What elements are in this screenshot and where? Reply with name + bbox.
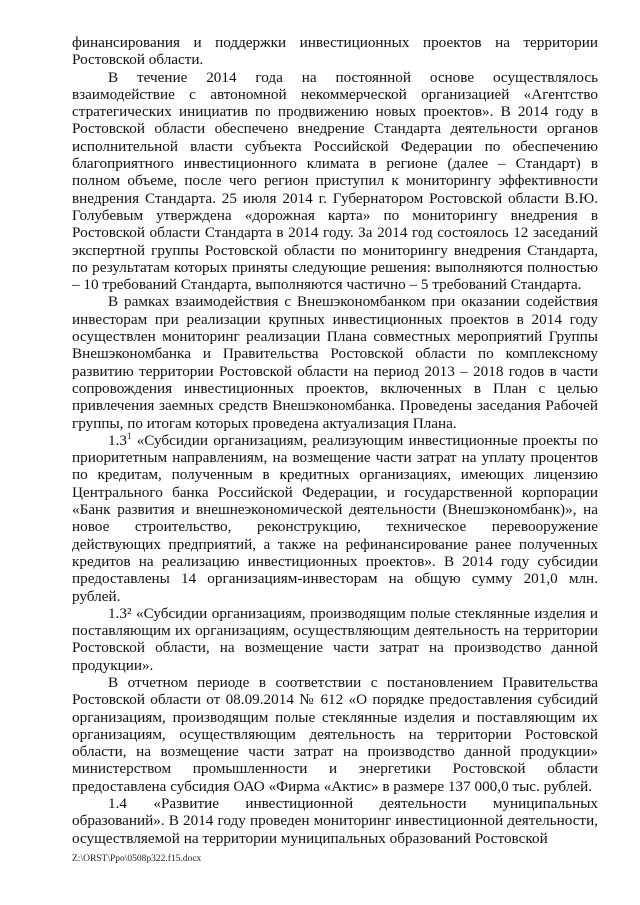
paragraph-6: 1.4 «Развитие инвестиционной деятельности муниципальных образований». В 2014 году проведен мониторинг инвестиционной деятельности, осуществляемой на территории муниципальных образований Ростовской [72, 795, 598, 847]
paragraph-3-text: «Субсидии организациям, реализующим инвестиционные проекты по приоритетным направлениям, на возмещение части затрат на уплату процентов по кредитам, полученным в кредитных организациях, имеющих лицензию Центрального банка Российской Федерации, и государственной корпорации «Банк развития и внешнеэкономической деятельности (Внешэкономбанк)», на новое строительство, реконструкцию, техническое перевооружение действующих предприятий, а также на рефинансирование ранее полученных кредитов на реализацию инвестиционных проектов». В 2014 году субсидии предоставлены 14 организациям-инвесторам на общую сумму 201,0 млн. рублей. [72, 431, 598, 605]
paragraph-1: В течение 2014 года на постоянной основе осуществлялось взаимодействие с автономной некоммерческой организацией «Агентство стратегических инициатив по продвижению новых проектов». В 2014 году в Ростовской области обеспечено внедрение Стандарта деятельности органов исполнительной власти субъекта Российской Федерации по обеспечению благоприятного инвестиционного климата в регионе (далее – Стандарт) в полном объеме, после чего регион приступил к мониторингу эффективности внедрения Стандарта. 25 июля 2014 г. Губернатором Ростовской области В.Ю. Голубевым утверждена «дорожная карта» по мониторингу внедрения в Ростовской области Стандарта в 2014 году. За 2014 год состоялось 12 заседаний экспертной группы Ростовской области по мониторингу внедрения Стандарта, по результатам которых приняты следующие решения: выполняются полностью – 10 требований Стандарта, выполняются частично – 5 требований Стандарта. [72, 68, 598, 294]
paragraph-5: В отчетном периоде в соответствии с постановлением Правительства Ростовской области от 08.09.2014 № 612 «О порядке предоставления субсидий организациям, производящим полые стеклянные изделия и поставляющим их организациям, осуществляющим деятельность на территории Ростовской области, на возмещение части затрат на производство данной продукции» министерством промышленности и энергетики Ростовской области предоставлена субсидия ОАО «Фирма «Актис» в размере 137 000,0 тыс. рублей. [72, 673, 598, 795]
section-number: 1.3 [108, 431, 127, 449]
paragraph-2: В рамках взаимодействия с Внешэкономбанком при оказании содействия инвесторам при реализации крупных инвестиционных проектов в 2014 году осуществлен мониторинг реализации Плана совместных мероприятий Группы Внешэкономбанка и Правительства Ростовской области по комплексному развитию территории Ростовской области на период 2013 – 2018 годов в части сопровождения инвестиционных проектов, включенных в План с целью привлечения заемных средств Внешэкономбанка. Проведены заседания Рабочей группы, по итогам которых проведена актуализация Плана. [72, 293, 598, 432]
paragraph-0: финансирования и поддержки инвестиционных проектов на территории Ростовской области. [72, 34, 598, 69]
paragraph-3 [72, 432, 598, 605]
paragraph-4: 1.3² «Субсидии организациям, производящим полые стеклянные изделия и поставляющим их организациям, осуществляющим деятельность на территории Ростовской области, на возмещение части затрат на производство данной продукции». [72, 604, 598, 674]
document-page [72, 34, 598, 847]
file-path-footer: Z:\ORST\Ppo\0508p322.f15.docx [72, 854, 202, 864]
section-superscript: 1 [126, 430, 132, 441]
